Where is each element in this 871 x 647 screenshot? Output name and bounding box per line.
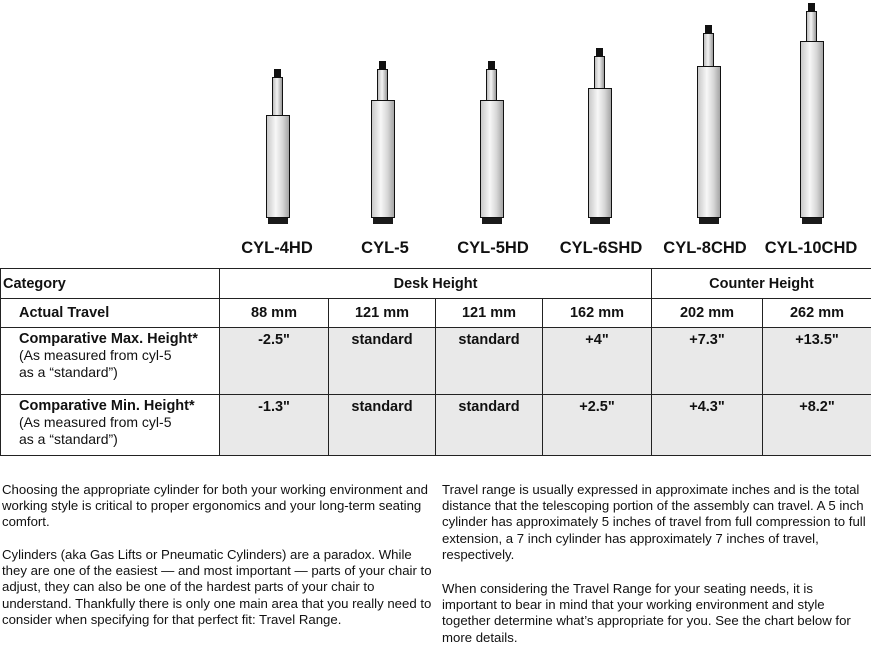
min-height-value: standard [436, 395, 543, 456]
body-paragraph: Travel range is usually expressed in approximate inches and is the total distance that the telescoping portion of the assembly can travel. A 5 inch cylinder has approximately 5 inches of travel from full compression to full extension, a 7 inch cylinder has approximately 7 inches of travel, respectively. [442, 482, 866, 562]
cylinder-illustration [800, 3, 824, 224]
travel-value: 162 mm [543, 299, 652, 328]
travel-value: 88 mm [220, 299, 329, 328]
max-height-label-cell [1, 328, 220, 395]
model-label: CYL-6SHD [559, 239, 643, 257]
body-paragraph: When considering the Travel Range for your seating needs, it is important to bear in mind that your working environment and style together determine what’s appropriate for you. See the chart below for more details. [442, 581, 851, 645]
cylinder-illustration [697, 25, 721, 224]
max-height-value: +4" [543, 328, 652, 395]
table-header-row [1, 269, 871, 299]
max-height-value: +13.5" [763, 328, 871, 395]
model-label: CYL-10CHD [764, 239, 858, 257]
min-height-value: standard [329, 395, 436, 456]
model-label: CYL-5 [361, 239, 409, 257]
table-row [1, 299, 871, 328]
cylinder-illustration [480, 61, 504, 224]
table-row [1, 395, 871, 456]
model-label: CYL-4HD [241, 239, 313, 257]
travel-value: 202 mm [652, 299, 763, 328]
min-height-value: +8.2" [763, 395, 871, 456]
min-height-value: +2.5" [543, 395, 652, 456]
max-height-value: standard [436, 328, 543, 395]
travel-value: 121 mm [436, 299, 543, 328]
max-height-value: -2.5" [220, 328, 329, 395]
cylinder-illustration [588, 48, 612, 224]
min-height-value: +4.3" [652, 395, 763, 456]
min-height-note: as a “standard”) [19, 431, 118, 447]
cylinder-illustration [371, 61, 395, 224]
model-label: CYL-8CHD [663, 239, 747, 257]
travel-value: 121 mm [329, 299, 436, 328]
desk-height-header: Desk Height [220, 269, 652, 299]
model-label: CYL-5HD [457, 239, 529, 257]
category-header: Category [1, 269, 220, 299]
table-row [1, 328, 871, 395]
max-height-label: Comparative Max. Height* [19, 331, 198, 347]
min-height-label: Comparative Min. Height* [19, 398, 195, 414]
specification-table [0, 268, 871, 456]
max-height-value: +7.3" [652, 328, 763, 395]
travel-value: 262 mm [763, 299, 871, 328]
min-height-note: (As measured from cyl-5 [19, 414, 172, 430]
counter-height-header: Counter Height [652, 269, 871, 299]
actual-travel-label: Actual Travel [1, 299, 220, 328]
max-height-note: as a “standard”) [19, 364, 118, 380]
max-height-note: (As measured from cyl-5 [19, 347, 172, 363]
min-height-label-cell [1, 395, 220, 456]
min-height-value: -1.3" [220, 395, 329, 456]
body-paragraph: Choosing the appropriate cylinder for both your working environment and working style is critical to proper ergonomics and your long-term seating comfort. [2, 482, 428, 530]
body-paragraph: Cylinders (aka Gas Lifts or Pneumatic Cylinders) are a paradox. While they are one of the easiest — and most important — parts of your chair to adjust, they can also be one of the hardest parts of your chair to understand. Thankfully there is only one main area that you really need to consider when specifying for that perfect fit: Travel Range. [2, 547, 432, 627]
max-height-value: standard [329, 328, 436, 395]
cylinder-illustration [266, 69, 290, 224]
